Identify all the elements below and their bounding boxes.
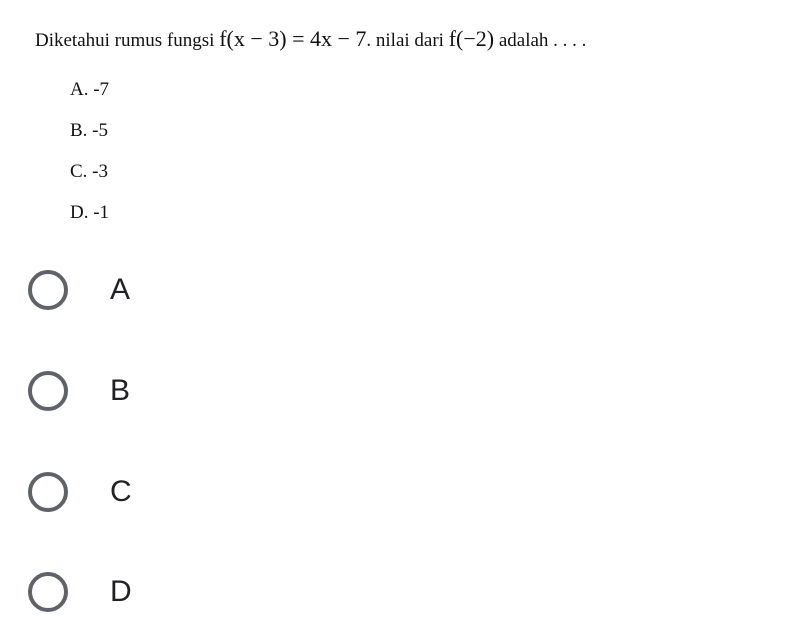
question-middle: . nilai dari — [366, 30, 444, 51]
question-intro: Diketahui rumus fungsi — [35, 30, 215, 51]
radio-button-icon[interactable] — [28, 270, 68, 310]
radio-option-a[interactable] — [28, 263, 130, 317]
choice-line-a: A. -7 — [70, 79, 110, 100]
radio-option-c[interactable] — [28, 465, 132, 519]
radio-label-d: D — [110, 575, 132, 608]
question-text — [35, 26, 586, 52]
choice-line-d: D. -1 — [70, 202, 110, 223]
radio-option-b[interactable] — [28, 364, 130, 418]
question-formula: f(x − 3) = 4x − 7 — [219, 26, 367, 51]
radio-label-c: C — [110, 475, 132, 508]
radio-button-icon[interactable] — [28, 371, 68, 411]
question-ending: adalah . . . . — [498, 30, 587, 51]
choice-line-b: B. -5 — [70, 120, 108, 141]
radio-button-icon[interactable] — [28, 472, 68, 512]
radio-option-d[interactable] — [28, 565, 132, 619]
question-target: f(−2) — [448, 26, 495, 51]
radio-label-a: A — [110, 273, 131, 306]
choice-line-c: C. -3 — [70, 161, 108, 182]
answer-choices-list — [70, 76, 109, 240]
radio-button-icon[interactable] — [28, 572, 68, 612]
radio-label-b: B — [110, 374, 131, 407]
